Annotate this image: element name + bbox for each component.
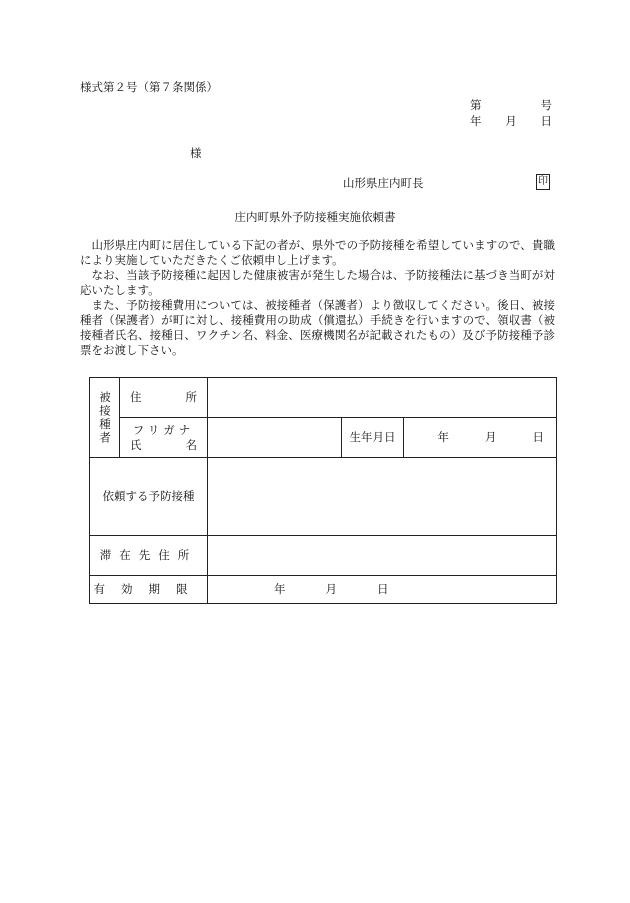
document-number-suffix: 号 <box>540 98 552 112</box>
address-label-b: 所 <box>185 390 197 405</box>
body-paragraph-1: 山形県庄内町に居住している下記の者が、県外での予防接種を希望していますので、貴職により実施していただきたくご依頼申し上げます。 <box>80 238 555 267</box>
birth-year: 年 <box>437 430 450 445</box>
expiry-label: 有効期限 <box>93 582 204 597</box>
vaccine-field[interactable] <box>208 458 557 536</box>
document-title: 庄内町県外予防接種実施依頼書 <box>234 210 396 224</box>
request-form-table <box>89 377 557 604</box>
birthdate-label-cell <box>342 418 404 458</box>
person-label: 被接種者 <box>97 390 112 445</box>
name-label-b: 名 <box>185 437 197 452</box>
seal-mark: 印 <box>536 174 550 190</box>
vaccine-label: 依頼する予防接種 <box>102 489 195 504</box>
birthdate-label: 生年月日 <box>349 430 396 445</box>
birth-month: 月 <box>485 430 497 445</box>
stay-address-label: 滞在先住所 <box>99 548 198 563</box>
date-day: 日 <box>540 114 552 128</box>
expiry-day: 日 <box>377 582 389 597</box>
document-body <box>80 238 555 358</box>
expiry-field[interactable] <box>208 576 557 604</box>
name-field[interactable] <box>208 418 342 458</box>
body-paragraph-2: なお、当該予防接種に起因した健康被害が発生した場合は、予防接種法に基づき当町が対応いたします。 <box>80 267 555 297</box>
expiry-year: 年 <box>274 582 286 597</box>
date-month: 月 <box>505 114 517 128</box>
address-field[interactable] <box>208 378 557 418</box>
document-date-line <box>470 114 552 129</box>
name-label-cell <box>120 418 208 458</box>
vaccine-label-cell <box>90 458 208 536</box>
issuer-name: 山形県庄内町長 <box>343 176 424 190</box>
expiry-month: 月 <box>325 582 337 597</box>
stay-address-label-cell <box>90 536 208 576</box>
address-label-a: 住 <box>130 390 142 405</box>
name-label-a: 氏 <box>130 437 142 452</box>
furigana-label: フリガナ <box>132 423 195 438</box>
address-label-cell <box>120 378 208 418</box>
body-paragraph-3: また、予防接種費用については、被接種者（保護者）より徴収してください。後日、被接種者（保護者）が町に対し、接種費用の助成（償還払）手続きを行いますので、領収書（被接種者氏名、接種日、ワクチン名、料金、医療機関名が記載されたもの）及び予防接種予診票をお渡し下さい。 <box>80 297 555 357</box>
stay-address-field[interactable] <box>208 536 557 576</box>
date-year: 年 <box>470 114 482 128</box>
document-number-prefix: 第 <box>470 98 482 112</box>
birthdate-field[interactable] <box>404 418 557 458</box>
person-label-cell <box>90 378 120 458</box>
expiry-label-cell <box>90 576 208 604</box>
form-number-label: 様式第２号（第７条関係） <box>80 80 218 94</box>
birth-day: 日 <box>532 430 545 445</box>
document-number-line <box>470 98 552 113</box>
addressee-honorific: 様 <box>190 146 202 160</box>
